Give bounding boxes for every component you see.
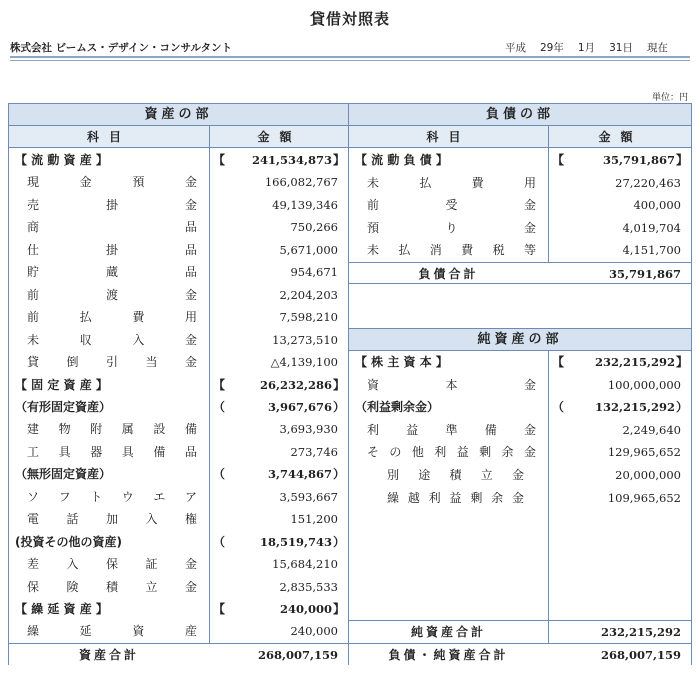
account-amount: 3,967,676 bbox=[267, 399, 332, 414]
grand-total-amount: 268,007,159 bbox=[600, 648, 681, 662]
account-group-row bbox=[349, 149, 691, 172]
amount-close-bracket: 】 bbox=[676, 355, 689, 369]
account-name: 売 掛 金 bbox=[27, 197, 197, 212]
account-name: 【 流 動 負 債 】 bbox=[355, 153, 448, 167]
account-name: 工 具 器 具 備 品 bbox=[27, 444, 197, 459]
amount-open-bracket: 【 bbox=[213, 602, 226, 616]
liabilities-total-row bbox=[349, 262, 691, 284]
account-amount: 232,215,292 bbox=[594, 355, 675, 369]
account-name: 【 繰 延 資 産 】 bbox=[15, 602, 108, 616]
account-group-row bbox=[349, 351, 691, 374]
account-amount: 240,000 bbox=[279, 602, 332, 616]
account-amount: 3,593,667 bbox=[279, 489, 338, 504]
liab-column-divider bbox=[548, 126, 549, 284]
account-row bbox=[9, 284, 348, 306]
net-assets-total-row bbox=[349, 620, 691, 642]
amount-close-bracket: 】 bbox=[333, 153, 346, 167]
account-name: 商 品 bbox=[27, 220, 197, 235]
account-name: ソ フ ト ウ エ ア bbox=[27, 489, 197, 504]
amount-open-bracket: （ bbox=[213, 534, 226, 549]
as-of-date bbox=[505, 40, 668, 55]
account-row bbox=[9, 576, 348, 598]
account-group-row bbox=[9, 598, 348, 620]
account-amount: 3,744,867 bbox=[267, 467, 332, 482]
account-group-row bbox=[9, 374, 348, 396]
account-group-row bbox=[9, 149, 348, 171]
account-amount: 2,204,203 bbox=[279, 287, 338, 302]
account-name: 預 り 金 bbox=[367, 220, 536, 235]
account-amount: 151,200 bbox=[290, 512, 338, 527]
amount-open-bracket: 【 bbox=[213, 377, 226, 392]
assets-column-divider bbox=[209, 126, 210, 644]
account-row bbox=[349, 441, 691, 464]
amount-close-bracket: ） bbox=[333, 534, 346, 549]
account-name: 未 払 消 費 税 等 bbox=[367, 243, 536, 258]
account-amount: 5,671,000 bbox=[279, 242, 338, 257]
account-amount: 26,232,286 bbox=[259, 377, 332, 392]
account-group-row bbox=[349, 396, 691, 419]
account-row bbox=[9, 216, 348, 238]
account-name: (投資その他の資産) bbox=[15, 534, 122, 549]
net-assets-total-label: 純資産合計 bbox=[410, 625, 486, 639]
account-row bbox=[9, 329, 348, 351]
account-group-row bbox=[9, 396, 348, 418]
account-row bbox=[349, 194, 691, 217]
account-row bbox=[349, 464, 691, 487]
account-name: 未 払 費 用 bbox=[367, 175, 536, 190]
net-assets-section-title: 純資産の部 bbox=[349, 328, 691, 351]
account-name: 前 払 費 用 bbox=[27, 310, 197, 325]
account-amount: 129,965,652 bbox=[607, 445, 681, 460]
account-name: 【 流 動 資 産 】 bbox=[15, 153, 108, 167]
amount-close-bracket: ） bbox=[333, 467, 346, 482]
account-name: 利 益 準 備 金 bbox=[367, 422, 536, 437]
date-era: 平成 bbox=[505, 42, 526, 54]
liabilities-column-header bbox=[349, 126, 691, 148]
account-amount: 49,139,346 bbox=[272, 197, 338, 212]
account-row bbox=[9, 441, 348, 463]
account-group-row bbox=[9, 531, 348, 553]
account-amount: 20,000,000 bbox=[615, 468, 681, 482]
account-amount: 100,000,000 bbox=[607, 377, 681, 392]
date-as-of: 現在 bbox=[646, 42, 668, 54]
amount-open-bracket: 【 bbox=[552, 153, 565, 167]
account-amount: 2,835,533 bbox=[279, 579, 338, 594]
grand-total-row bbox=[349, 643, 691, 665]
account-row bbox=[349, 217, 691, 240]
col-name-header: 科目 bbox=[426, 130, 471, 144]
amount-close-bracket: ） bbox=[676, 400, 689, 415]
account-name: 現 金 預 金 bbox=[27, 175, 197, 190]
account-amount: 400,000 bbox=[633, 198, 681, 213]
account-row bbox=[9, 306, 348, 328]
account-row bbox=[9, 418, 348, 440]
col-amount-header: 金額 bbox=[257, 130, 302, 144]
liabilities-total-amount: 35,791,867 bbox=[608, 267, 681, 281]
account-row bbox=[349, 374, 691, 397]
liabilities-total-label: 負債合計 bbox=[418, 267, 479, 281]
account-row bbox=[349, 239, 691, 262]
account-row bbox=[9, 486, 348, 508]
assets-column-header bbox=[9, 126, 348, 148]
account-amount: 750,266 bbox=[290, 220, 338, 235]
account-name: 繰 越 利 益 剰 余 金 bbox=[387, 490, 524, 505]
header-rule bbox=[10, 56, 690, 58]
account-row bbox=[9, 553, 348, 575]
account-amount: 3,693,930 bbox=[279, 422, 338, 437]
col-amount-header: 金額 bbox=[598, 130, 643, 144]
account-amount: 4,151,700 bbox=[622, 243, 681, 258]
account-amount: 273,746 bbox=[290, 444, 338, 459]
amount-close-bracket: 】 bbox=[333, 377, 346, 392]
company-name: 株式会社 ビームス・デザイン・コンサルタント bbox=[10, 42, 233, 54]
account-name: 貸 倒 引 当 金 bbox=[27, 355, 197, 370]
date-day: 31日 bbox=[609, 42, 633, 54]
account-amount: △4,139,100 bbox=[270, 355, 338, 370]
account-row bbox=[9, 239, 348, 261]
amount-close-bracket: 】 bbox=[676, 153, 689, 167]
assets-total-row bbox=[9, 643, 348, 665]
account-name: 前 渡 金 bbox=[27, 287, 197, 302]
amount-open-bracket: （ bbox=[213, 467, 226, 482]
amount-close-bracket: ） bbox=[333, 399, 346, 414]
assets-total-amount: 268,007,159 bbox=[257, 648, 338, 662]
date-year: 29年 bbox=[540, 42, 564, 54]
account-name: 建 物 附 属 設 備 bbox=[27, 422, 197, 437]
account-name: 前 受 金 bbox=[367, 198, 536, 213]
account-amount: 2,249,640 bbox=[622, 422, 681, 437]
account-name: 別 途 積 立 金 bbox=[387, 468, 524, 482]
account-name: （有形固定資産） bbox=[15, 399, 112, 414]
account-row bbox=[9, 351, 348, 373]
account-row bbox=[9, 261, 348, 283]
account-amount: 18,519,743 bbox=[259, 534, 332, 549]
account-name: 【 株 主 資 本 】 bbox=[355, 355, 448, 369]
account-name: 繰 延 資 産 bbox=[27, 624, 197, 639]
account-name: （無形固定資産） bbox=[15, 467, 112, 482]
col-name-header: 科目 bbox=[86, 130, 131, 144]
account-name: 未 収 入 金 bbox=[27, 332, 197, 347]
assets-panel bbox=[8, 103, 349, 665]
account-row bbox=[9, 171, 348, 193]
date-month: 1月 bbox=[577, 42, 596, 54]
document-title: 貸借対照表 bbox=[309, 10, 390, 28]
account-amount: 13,273,510 bbox=[272, 332, 338, 347]
account-group-row bbox=[9, 463, 348, 485]
unit-label: 単位：円 bbox=[651, 93, 688, 103]
account-amount: 166,082,767 bbox=[264, 175, 338, 190]
amount-open-bracket: 【 bbox=[552, 355, 565, 369]
account-amount: 35,791,867 bbox=[602, 153, 675, 167]
account-amount: 15,684,210 bbox=[272, 557, 338, 572]
account-name: 保 険 積 立 金 bbox=[27, 579, 197, 594]
account-name: （利益剰余金） bbox=[355, 400, 440, 415]
amount-close-bracket: 】 bbox=[333, 602, 346, 616]
account-amount: 4,019,704 bbox=[622, 220, 681, 235]
account-amount: 7,598,210 bbox=[279, 310, 338, 325]
header-rule-thin bbox=[10, 60, 690, 61]
account-row bbox=[9, 508, 348, 530]
amount-open-bracket: （ bbox=[213, 399, 226, 414]
account-row bbox=[349, 172, 691, 195]
account-row bbox=[349, 419, 691, 442]
account-amount: 132,215,292 bbox=[594, 400, 675, 415]
assets-section-title: 資産の部 bbox=[9, 104, 348, 126]
account-name: 電 話 加 入 権 bbox=[27, 512, 197, 527]
account-row bbox=[9, 194, 348, 216]
account-row bbox=[9, 620, 348, 642]
assets-total-label: 資産合計 bbox=[78, 648, 139, 662]
amount-open-bracket: （ bbox=[552, 400, 565, 415]
grand-total-label: 負債・純資産合計 bbox=[388, 648, 509, 662]
account-name: 差 入 保 証 金 bbox=[27, 557, 197, 572]
account-amount: 109,965,652 bbox=[607, 490, 681, 505]
account-amount: 241,534,873 bbox=[251, 153, 332, 167]
account-amount: 240,000 bbox=[290, 624, 338, 639]
account-amount: 27,220,463 bbox=[615, 175, 681, 190]
account-name: 貯 蔵 品 bbox=[27, 265, 197, 280]
account-row bbox=[349, 487, 691, 510]
liabilities-panel bbox=[348, 103, 692, 665]
account-name: 【 固 定 資 産 】 bbox=[15, 377, 108, 392]
liabilities-section-title: 負債の部 bbox=[349, 104, 691, 126]
account-name: 仕 掛 品 bbox=[27, 242, 197, 257]
account-name: そ の 他 利 益 剰 余 金 bbox=[367, 445, 536, 460]
amount-open-bracket: 【 bbox=[213, 153, 226, 167]
equity-column-divider bbox=[548, 351, 549, 621]
net-assets-total-amount: 232,215,292 bbox=[600, 625, 681, 639]
account-amount: 954,671 bbox=[290, 265, 338, 280]
account-name: 資 本 金 bbox=[367, 377, 536, 392]
